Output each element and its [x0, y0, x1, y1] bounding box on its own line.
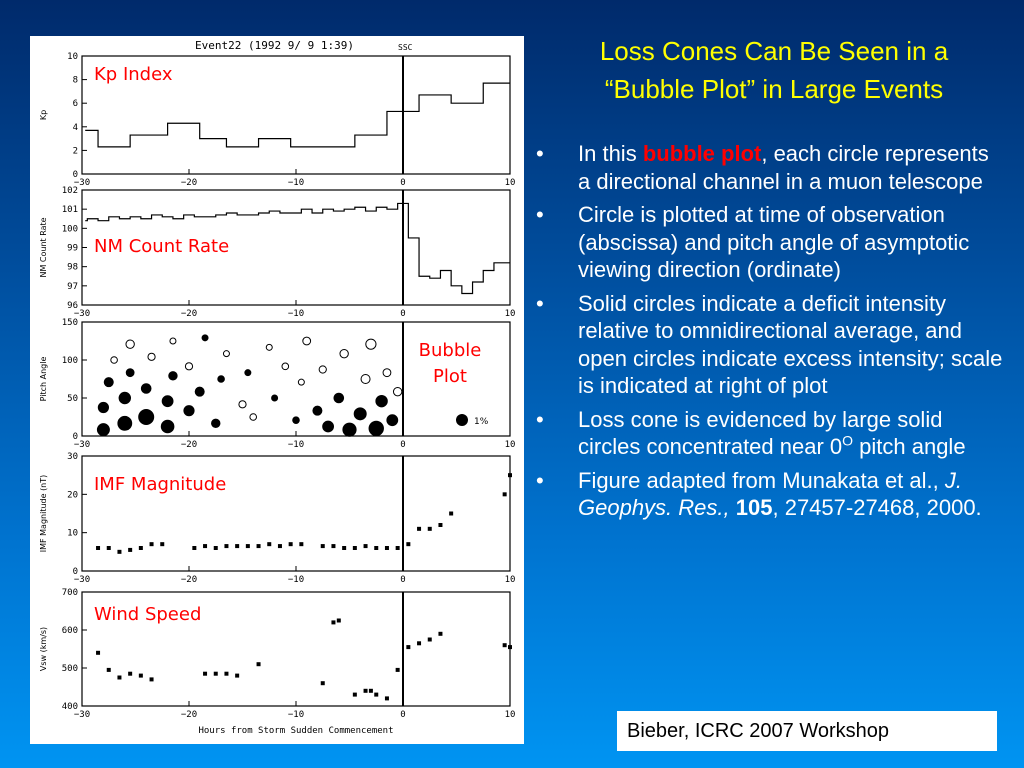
bubble — [185, 363, 192, 370]
y-axis-label: Pitch Angle — [39, 356, 48, 402]
x-tick-label: 10 — [504, 440, 516, 450]
bubble — [250, 414, 257, 421]
x-tick-label: −30 — [73, 178, 91, 188]
x-tick-label: −30 — [73, 440, 91, 450]
x-tick-label: −20 — [180, 710, 198, 720]
x-tick-label: 0 — [400, 440, 406, 450]
x-tick-label: 10 — [504, 309, 516, 319]
bubble — [354, 408, 366, 420]
panel-label: IMF Magnitude — [94, 474, 227, 495]
bubble — [340, 349, 348, 357]
data-point — [396, 546, 400, 550]
y-axis-label: Vsw (km/s) — [39, 626, 48, 672]
data-point — [257, 544, 261, 548]
data-point — [139, 674, 143, 678]
data-point — [374, 546, 378, 550]
data-point — [246, 544, 250, 548]
y-tick-label: 0 — [72, 170, 78, 180]
x-tick-label: −10 — [287, 710, 305, 720]
series-line — [85, 83, 510, 147]
data-point — [321, 544, 325, 548]
data-point — [353, 546, 357, 550]
data-point — [438, 523, 442, 527]
title-line-2: “Bubble Plot” in Large Events — [604, 74, 944, 104]
data-point — [267, 542, 271, 546]
slide-title — [532, 32, 1016, 108]
data-point — [289, 542, 293, 546]
data-point — [406, 645, 410, 649]
x-tick-label: 10 — [504, 178, 516, 188]
bubble — [139, 410, 154, 425]
bubble — [369, 421, 383, 435]
bubble — [119, 392, 130, 403]
data-point — [203, 544, 207, 548]
y-tick-label: 102 — [61, 186, 78, 196]
x-tick-label: −10 — [287, 309, 305, 319]
data-point — [364, 544, 368, 548]
bubble — [266, 344, 272, 350]
x-tick-label: 0 — [400, 178, 406, 188]
data-point — [337, 619, 341, 623]
x-tick-label: −20 — [180, 178, 198, 188]
bubble — [169, 372, 177, 380]
y-tick-label: 500 — [61, 664, 78, 674]
data-point — [503, 643, 507, 647]
data-point — [438, 632, 442, 636]
data-point — [192, 546, 196, 550]
data-point — [353, 693, 357, 697]
y-tick-label: 100 — [61, 224, 78, 235]
data-point — [428, 638, 432, 642]
ssc-label: SSC — [398, 43, 413, 52]
stacked-figure — [30, 36, 524, 744]
data-point — [503, 492, 507, 496]
bubble — [223, 351, 229, 357]
data-point — [369, 689, 373, 693]
bubble — [97, 424, 109, 436]
bubble — [111, 357, 118, 364]
y-tick-label: 400 — [61, 702, 78, 712]
x-tick-label: 0 — [400, 309, 406, 319]
bullet-glyph: • — [536, 290, 544, 316]
data-point — [417, 641, 421, 645]
data-point — [224, 672, 228, 676]
data-point — [385, 696, 389, 700]
data-point — [449, 512, 453, 516]
data-point — [364, 689, 368, 693]
bubble — [393, 387, 401, 395]
bubble — [376, 395, 387, 406]
y-axis-label: Kp — [39, 109, 48, 121]
data-point — [117, 676, 121, 680]
y-tick-label: 97 — [67, 281, 78, 292]
bullet-glyph: • — [536, 141, 544, 166]
bubble — [383, 369, 391, 377]
bubble — [303, 337, 311, 345]
bubble — [366, 339, 376, 349]
bullet-item: • Figure adapted from Munakata et al., J. Geophys. Res., 105, 27457-27468, 2000. — [536, 467, 982, 520]
bubble — [334, 393, 344, 403]
scale-bubble — [456, 414, 468, 426]
bubble — [126, 369, 134, 377]
y-tick-label: 10 — [67, 52, 78, 62]
panel-label: NM Count Rate — [94, 236, 230, 257]
data-point — [342, 546, 346, 550]
data-point — [235, 674, 239, 678]
data-point — [203, 672, 207, 676]
data-point — [278, 544, 282, 548]
bubble — [343, 423, 356, 436]
y-tick-label: 2 — [72, 146, 78, 157]
y-tick-label: 100 — [61, 356, 78, 366]
data-point — [96, 546, 100, 550]
bullet-item: • Loss cone is evidenced by large solid circles concentrated near $0^O$ pitch angle — [536, 406, 966, 459]
figure-panel — [30, 36, 524, 744]
bubble — [184, 406, 194, 416]
bubble — [195, 387, 204, 396]
x-tick-label: −20 — [180, 309, 198, 319]
panel-label: Bubble — [418, 340, 482, 361]
bubble — [319, 366, 326, 373]
y-tick-label: 8 — [72, 75, 78, 86]
data-point — [107, 546, 111, 550]
y-tick-label: 10 — [67, 528, 78, 539]
data-point — [396, 668, 400, 672]
y-tick-label: 20 — [67, 490, 78, 501]
x-tick-label: 0 — [400, 710, 406, 720]
y-tick-label: 700 — [61, 588, 78, 598]
data-point — [508, 473, 512, 477]
data-point — [139, 546, 143, 550]
data-point — [331, 620, 335, 624]
bubble — [361, 375, 370, 384]
x-axis-label: Hours from Storm Sudden Commencement — [198, 726, 394, 736]
data-point — [299, 542, 303, 546]
y-axis-label: NM Count Rate — [39, 217, 48, 278]
x-tick-label: 10 — [504, 575, 516, 585]
panel-label: Kp Index — [94, 64, 173, 85]
bullet-list — [536, 140, 1006, 528]
bullet-item: • Circle is plotted at time of observation (abscissa) and pitch angle of asymptotic viewing direction (ordinate) — [536, 202, 970, 282]
data-point — [96, 651, 100, 655]
data-point — [224, 544, 228, 548]
y-tick-label: 50 — [67, 394, 78, 404]
bubble — [245, 370, 251, 376]
data-point — [128, 548, 132, 552]
data-point — [150, 677, 154, 681]
data-point — [150, 542, 154, 546]
x-tick-label: −20 — [180, 440, 198, 450]
y-tick-label: 101 — [61, 205, 78, 216]
data-point — [428, 527, 432, 531]
data-point — [385, 546, 389, 550]
data-point — [374, 693, 378, 697]
title-line-1: Loss Cones Can Be Seen in a — [599, 36, 949, 66]
y-tick-label: 600 — [61, 626, 78, 636]
journal-name: J. Geophys. Res., — [578, 467, 962, 520]
data-point — [508, 645, 512, 649]
y-tick-label: 150 — [61, 318, 78, 328]
data-point — [214, 546, 218, 550]
x-tick-label: −10 — [287, 575, 305, 585]
data-point — [117, 550, 121, 554]
bubble — [387, 415, 398, 426]
bubble — [170, 338, 176, 344]
bubble — [202, 335, 208, 341]
bubble — [282, 363, 289, 370]
y-tick-label: 98 — [67, 262, 78, 273]
bubble — [162, 396, 173, 407]
bubble — [126, 340, 134, 348]
scale-label: 1% — [474, 417, 489, 427]
bubble — [218, 376, 225, 383]
bullet-item: • In this bubble plot, each circle represents a directional channel in a muon telescope — [536, 141, 989, 194]
credit-box: Bieber, ICRC 2007 Workshop — [617, 711, 997, 751]
y-tick-label: 30 — [67, 452, 78, 462]
bubble — [212, 419, 220, 427]
y-tick-label: 6 — [72, 99, 78, 110]
data-point — [128, 672, 132, 676]
x-tick-label: 10 — [504, 710, 516, 720]
bubble — [239, 401, 246, 408]
bubble — [98, 402, 108, 412]
data-point — [331, 544, 335, 548]
bullet-glyph: • — [536, 202, 544, 227]
bubble — [293, 417, 300, 424]
data-point — [406, 542, 410, 546]
y-tick-label: 96 — [67, 301, 78, 311]
bubble — [118, 416, 132, 430]
bubble — [272, 395, 278, 401]
bullet-item: • Solid circles indicate a deficit intensity relative to omnidirectional average, and open circles indicate excess intensity; scale is indicated at right of plot — [536, 290, 1003, 398]
highlight-bubble-plot: bubble plot — [642, 141, 762, 166]
bullet-glyph: • — [536, 406, 544, 432]
y-tick-label: 99 — [67, 243, 78, 254]
figure-header: Event22 (1992 9/ 9 1:39) — [195, 39, 354, 52]
y-tick-label: 0 — [72, 432, 78, 442]
bubble — [298, 379, 304, 385]
bubble — [161, 420, 174, 433]
data-point — [417, 527, 421, 531]
panel-label: Wind Speed — [94, 604, 202, 625]
x-tick-label: −10 — [287, 178, 305, 188]
bubble — [323, 421, 334, 432]
panel-label: Plot — [433, 366, 467, 387]
data-point — [107, 668, 111, 672]
x-tick-label: −30 — [73, 710, 91, 720]
data-point — [160, 542, 164, 546]
y-axis-label: IMF Magnitude (nT) — [39, 474, 48, 553]
y-tick-label: 4 — [72, 122, 78, 133]
data-point — [321, 681, 325, 685]
x-tick-label: −10 — [287, 440, 305, 450]
bubble — [141, 384, 151, 394]
x-tick-label: 0 — [400, 575, 406, 585]
bubble — [313, 406, 322, 415]
x-tick-label: −30 — [73, 309, 91, 319]
data-point — [214, 672, 218, 676]
data-point — [235, 544, 239, 548]
bullet-glyph: • — [536, 467, 544, 493]
bubble — [148, 353, 155, 360]
y-tick-label: 0 — [72, 567, 78, 577]
journal-volume: 105 — [735, 495, 773, 520]
x-tick-label: −20 — [180, 575, 198, 585]
bubble — [104, 378, 113, 387]
x-tick-label: −30 — [73, 575, 91, 585]
data-point — [257, 662, 261, 666]
